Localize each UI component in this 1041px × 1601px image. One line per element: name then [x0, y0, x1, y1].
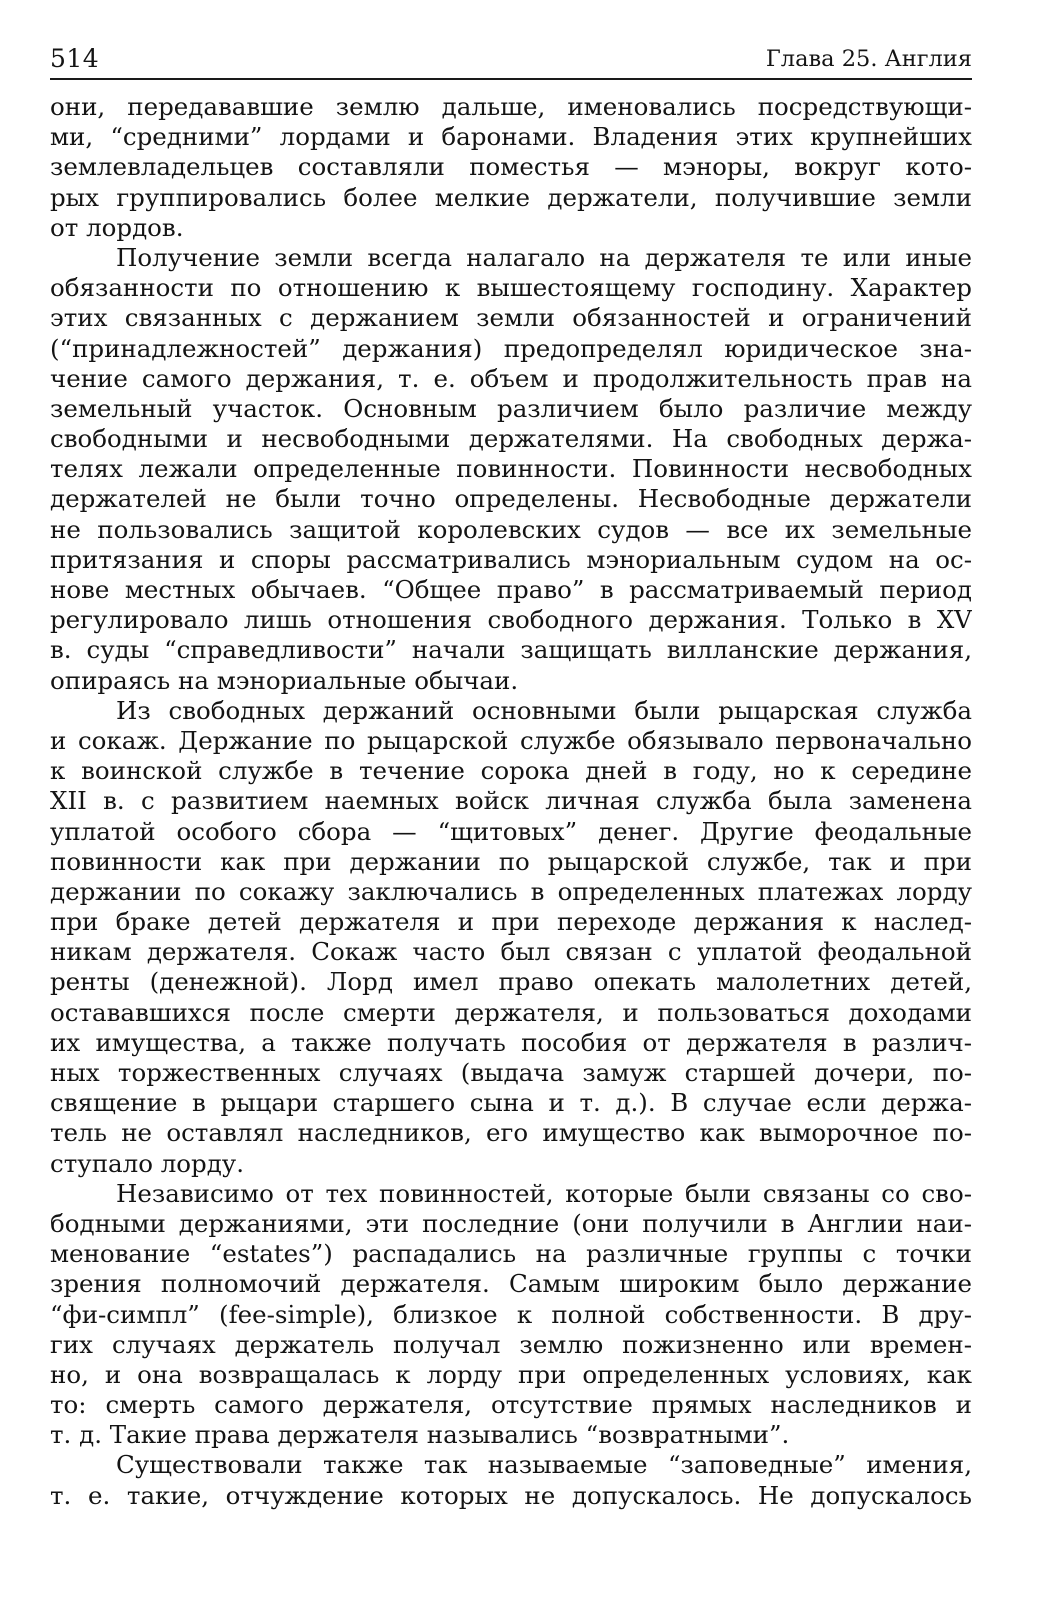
text-line: ми, “средними” лордами и баронами. Владения этих крупнейших — [50, 122, 972, 152]
text-line: ступало лорду. — [50, 1148, 245, 1178]
text-line: этих связанных с держанием земли обязанностей и ограничений — [50, 303, 972, 333]
text-line: бодными держаниями, эти последние (они получили в Англии наи- — [50, 1208, 972, 1238]
body-text — [50, 92, 972, 1511]
text-line: то: смерть самого держателя, отсутствие прямых наследников и — [50, 1390, 972, 1420]
text-line: они, передававшие землю дальше, именовались посредствующи- — [50, 92, 972, 121]
text-line: свободными и несвободными держателями. На свободных держа- — [50, 424, 972, 454]
text-line: никам держателя. Сокаж часто был связан с уплатой феодальной — [50, 937, 972, 967]
text-line: тель не оставлял наследников, его имущество как выморочное по- — [50, 1118, 972, 1148]
paragraph-first-line: Существовали также так называемые “заповедные” имения, — [116, 1450, 972, 1480]
text-line: “фи-симпл” (fee-simple), близкое к полной собственности. В дру- — [50, 1299, 972, 1329]
text-line: нове местных обычаев. “Общее право” в рассматриваемый период — [50, 575, 972, 604]
running-head: Глава 25. Англия — [765, 46, 972, 72]
text-line: уплатой особого сбора — “щитовых” денег. Другие феодальные — [50, 816, 972, 846]
text-line: земельный участок. Основным различием было различие между — [50, 393, 972, 423]
text-line: опираясь на мэнориальные обычаи. — [50, 665, 519, 695]
text-line: гих случаях держатель получал землю пожизненно или времен- — [50, 1329, 972, 1359]
text-line: их имущества, а также получать пособия от держателя в различ- — [50, 1027, 972, 1057]
text-line: держании по сокажу заключались в определенных платежах лорду — [50, 876, 972, 906]
paragraph-first-line: Независимо от тех повинностей, которые были связаны со сво- — [116, 1178, 972, 1208]
text-line: не пользовались защитой королевских судов — все их земельные — [50, 514, 972, 544]
text-line: ных торжественных случаях (выдача замуж старшей дочери, по- — [50, 1058, 972, 1087]
text-line: телях лежали определенные повинности. Повинности несвободных — [50, 454, 972, 484]
text-line: регулировало лишь отношения свободного держания. Только в XV — [50, 605, 972, 635]
text-line: но, и она возвращалась к лорду при определенных условиях, как — [50, 1359, 972, 1389]
page-number: 514 — [50, 44, 100, 73]
text-line: землевладельцев составляли поместья — мэноры, вокруг кото- — [50, 152, 972, 182]
text-line: священие в рыцари старшего сына и т. д.). В случае если держа- — [50, 1088, 972, 1118]
text-line: т. е. такие, отчуждение которых не допускалось. Не допускалось — [50, 1480, 972, 1510]
text-line: (“принадлежностей” держания) предопределял юридическое зна- — [50, 333, 972, 363]
text-line: обязанности по отношению к вышестоящему господину. Характер — [50, 273, 972, 303]
text-line: в. суды “справедливости” начали защищать вилланские держания, — [50, 635, 972, 665]
text-line: менование “estates”) распадались на различные группы с точки — [50, 1239, 972, 1269]
page-header — [50, 42, 972, 80]
text-line: и сокаж. Держание по рыцарской службе обязывало первоначально — [50, 725, 972, 755]
text-line: ренты (денежной). Лорд имел право опекать малолетних детей, — [50, 967, 972, 997]
text-line: притязания и споры рассматривались мэнориальным судом на ос- — [50, 544, 972, 574]
text-line: XII в. с развитием наемных войск личная служба была заменена — [50, 786, 972, 816]
text-line: повинности как при держании по рыцарской службе, так и при — [50, 846, 972, 876]
text-line: остававшихся после смерти держателя, и пользоваться доходами — [50, 997, 972, 1027]
paragraph-first-line: Из свободных держаний основными были рыцарская служба — [116, 695, 972, 725]
paragraph-first-line: Получение земли всегда налагало на держателя те или иные — [116, 242, 972, 272]
text-line: зрения полномочий держателя. Самым широким было держание — [50, 1269, 972, 1299]
text-line: рых группировались более мелкие держатели, получившие земли — [50, 182, 972, 212]
text-line: держателей не были точно определены. Несвободные держатели — [50, 484, 972, 514]
text-line: при браке детей держателя и при переходе держания к наслед- — [50, 907, 972, 937]
text-line: к воинской службе в течение сорока дней в году, но к середине — [50, 756, 972, 786]
text-line: т. д. Такие права держателя назывались “возвратными”. — [50, 1420, 790, 1450]
text-line: чение самого держания, т. е. объем и продолжительность прав на — [50, 363, 972, 393]
text-line: от лордов. — [50, 212, 184, 242]
